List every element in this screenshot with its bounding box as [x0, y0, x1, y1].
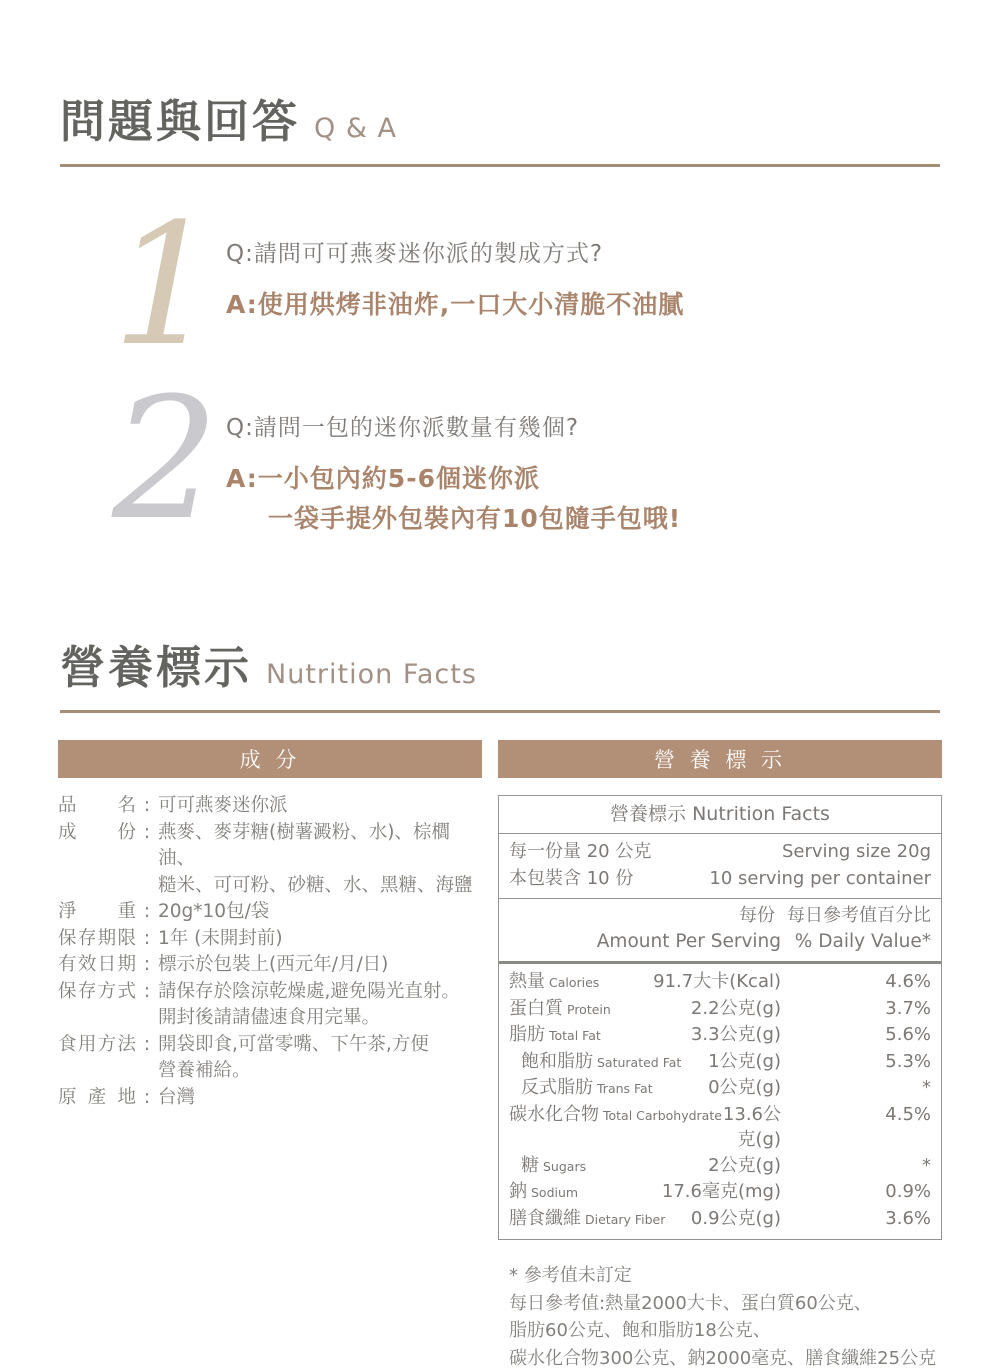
row-label: 成份	[58, 820, 136, 900]
row-label: 品名	[58, 793, 136, 820]
qa-number-1: 1	[112, 215, 212, 355]
nutrient-name	[509, 1022, 601, 1049]
ingredient-row-expiry-date	[58, 952, 482, 979]
amount-per-serving-label: Amount Per Serving	[509, 929, 781, 955]
row-value-line: 請保存於陰涼乾燥處,避免陽光直射。	[158, 979, 482, 1006]
nutrition-facts-table-title: 營養標示 Nutrition Facts	[499, 796, 941, 834]
row-value-line: 開袋即食,可當零嘴、下午茶,方便	[158, 1032, 482, 1059]
nutrition-facts-table	[498, 795, 942, 1240]
nutrient-name-en: Total Fat	[549, 1023, 601, 1049]
row-value	[158, 1085, 482, 1112]
row-value-line: 標示於包裝上(西元年/月/日)	[158, 952, 482, 979]
row-value-line: 糙米、可可粉、砂糖、水、黑糖、海鹽	[158, 873, 482, 900]
nutrient-amount: 17.6毫克(mg)	[578, 1179, 781, 1206]
nutrient-amount: 2公克(g)	[586, 1153, 781, 1180]
nutrient-name-zh: 碳水化合物	[509, 1102, 599, 1128]
nutrient-name	[509, 996, 611, 1023]
row-label: 有效日期	[58, 952, 136, 979]
nutrient-name	[509, 1206, 665, 1233]
nutrient-row-protein	[509, 996, 931, 1023]
nutrient-name-en: Total Carbohydrate	[603, 1103, 722, 1129]
qa-section-heading	[60, 85, 940, 150]
row-value	[158, 1032, 482, 1085]
row-colon: :	[136, 1032, 158, 1085]
nutrient-row-calories	[509, 969, 931, 996]
nutrition-facts-panel	[498, 740, 942, 1372]
nutrient-name-en: Sugars	[543, 1154, 586, 1180]
ingredient-row-origin	[58, 1085, 482, 1112]
nutrient-row-saturated-fat	[509, 1049, 931, 1076]
footnote-line: * 參考值未訂定	[509, 1262, 942, 1290]
nutrient-name	[509, 1153, 586, 1180]
nutrient-row-sugars	[509, 1153, 931, 1180]
nutrient-amount: 0公克(g)	[653, 1075, 781, 1102]
ingredients-panel-header: 成 分	[58, 740, 482, 778]
nutrient-row-dietary-fiber	[509, 1206, 931, 1233]
nutrient-name-en: Sodium	[531, 1180, 578, 1206]
nutrient-name-zh: 脂肪	[509, 1022, 545, 1048]
row-value	[158, 899, 482, 926]
row-value	[158, 793, 482, 820]
nutrient-name-zh: 膳食纖維	[509, 1206, 581, 1232]
nutrient-name-en: Trans Fat	[597, 1076, 653, 1102]
row-label: 保存方式	[58, 979, 136, 1032]
nutrient-dv: 5.6%	[781, 1022, 931, 1049]
servings-per-container-zh: 本包裝含 10 份	[509, 865, 633, 892]
nutrient-dv: *	[781, 1075, 931, 1102]
ingredient-row-net-weight	[58, 899, 482, 926]
daily-value-label-zh: 每日參考值百分比	[787, 903, 931, 929]
nutrient-name	[509, 1102, 722, 1153]
answer-1-line-1: A:使用烘烤非油炸,一口大小清脆不油膩	[226, 285, 684, 325]
nutrient-name-zh: 飽和脂肪	[521, 1049, 593, 1075]
serving-info	[499, 834, 941, 899]
serving-size-zh: 每一份量 20 公克	[509, 838, 651, 865]
row-colon: :	[136, 1085, 158, 1112]
nutrient-amount: 0.9公克(g)	[665, 1206, 781, 1233]
nutrition-subtitle: Nutrition Facts	[266, 659, 477, 690]
ingredient-row-shelf-life	[58, 926, 482, 953]
ingredient-row-storage	[58, 979, 482, 1032]
row-value	[158, 820, 482, 900]
nutrient-amount: 13.6公克(g)	[722, 1102, 781, 1153]
qa-item-1	[112, 215, 1000, 355]
row-value	[158, 979, 482, 1032]
nutrient-name-en: Calories	[549, 970, 599, 996]
answer-1	[226, 285, 684, 325]
qa-section	[0, 0, 1000, 539]
answer-2	[226, 459, 681, 539]
nutrient-name-zh: 熱量	[509, 969, 545, 995]
row-value	[158, 926, 482, 953]
nutrition-facts-panel-header: 營 養 標 示	[498, 740, 942, 778]
question-1: Q:請問可可燕麥迷你派的製成方式?	[226, 235, 684, 268]
row-value-line: 燕麥、麥芽糖(樹薯澱粉、水)、棕櫚油、	[158, 820, 482, 873]
nutrient-amount: 2.2公克(g)	[611, 996, 781, 1023]
ingredients-panel	[58, 740, 482, 1111]
qa-body-1	[226, 215, 684, 355]
row-value-line: 20g*10包/袋	[158, 899, 482, 926]
nutrient-name	[509, 1075, 653, 1102]
nutrient-dv: 3.7%	[781, 996, 931, 1023]
row-label: 原產地	[58, 1085, 136, 1112]
footnote-line: 碳水化合物300公克、鈉2000毫克、膳食纖維25公克	[509, 1345, 942, 1372]
row-value-line: 台灣	[158, 1085, 482, 1112]
nutrition-section-heading	[60, 631, 940, 696]
servings-per-container-row	[509, 865, 931, 892]
row-value	[158, 952, 482, 979]
serving-size-en: Serving size 20g	[782, 838, 931, 865]
qa-item-2	[112, 389, 1000, 539]
ingredient-row-usage	[58, 1032, 482, 1085]
nutrient-name-en: Saturated Fat	[597, 1050, 681, 1076]
row-colon: :	[136, 820, 158, 900]
serving-size-row	[509, 838, 931, 865]
row-label: 食用方法	[58, 1032, 136, 1085]
nutrient-row-sodium	[509, 1179, 931, 1206]
qa-number-2: 2	[112, 389, 212, 539]
answer-2-line-2: 一袋手提外包裝內有10包隨手包哦!	[226, 499, 681, 539]
nutrition-footnotes	[498, 1262, 942, 1372]
servings-per-container-en: 10 serving per container	[709, 865, 931, 892]
daily-value-label: % Daily Value*	[781, 929, 931, 955]
ingredients-list	[58, 793, 482, 1111]
nutrition-divider	[60, 710, 940, 713]
nutrient-row-trans-fat	[509, 1075, 931, 1102]
nutrient-name	[509, 1179, 578, 1206]
column-headers-en	[509, 929, 931, 955]
qa-subtitle: Q & A	[314, 113, 397, 144]
nutrient-name-zh: 糖	[521, 1153, 539, 1179]
nutrient-dv: 4.5%	[781, 1102, 931, 1153]
nutrient-name-zh: 鈉	[509, 1179, 527, 1205]
ingredient-row-ingredients	[58, 820, 482, 900]
nutrient-name-en: Protein	[567, 997, 611, 1023]
nutrient-name-en: Dietary Fiber	[585, 1207, 665, 1233]
nutrient-amount: 1公克(g)	[681, 1049, 781, 1076]
row-label: 保存期限	[58, 926, 136, 953]
row-value-line: 1年 (未開封前)	[158, 926, 482, 953]
column-headers-zh	[509, 903, 931, 929]
nutrient-row-total-fat	[509, 1022, 931, 1049]
nutrient-dv: *	[781, 1153, 931, 1180]
nutrition-columns	[58, 740, 942, 1372]
row-value-line: 開封後請請儘速食用完畢。	[158, 1005, 482, 1032]
per-serving-label-zh: 每份	[739, 903, 775, 929]
ingredient-row-product-name	[58, 793, 482, 820]
row-value-line: 營養補給。	[158, 1058, 482, 1085]
question-2: Q:請問一包的迷你派數量有幾個?	[226, 409, 681, 442]
row-value-line: 可可燕麥迷你派	[158, 793, 482, 820]
nutrient-dv: 0.9%	[781, 1179, 931, 1206]
nutrient-amount: 3.3公克(g)	[601, 1022, 781, 1049]
nutrient-dv: 3.6%	[781, 1206, 931, 1233]
row-colon: :	[136, 926, 158, 953]
table-column-headers	[499, 899, 941, 964]
nutrition-section	[0, 539, 1000, 1372]
row-colon: :	[136, 793, 158, 820]
row-colon: :	[136, 979, 158, 1032]
qa-body-2	[226, 389, 681, 539]
row-colon: :	[136, 899, 158, 926]
qa-title: 問題與回答	[60, 85, 300, 150]
nutrient-name	[509, 969, 599, 996]
row-label: 淨重	[58, 899, 136, 926]
footnote-line: 脂肪60公克、飽和脂肪18公克、	[509, 1317, 942, 1345]
footnote-line: 每日參考值:熱量2000大卡、蛋白質60公克、	[509, 1290, 942, 1318]
nutrient-name-zh: 反式脂肪	[521, 1075, 593, 1101]
row-colon: :	[136, 952, 158, 979]
nutrient-dv: 5.3%	[781, 1049, 931, 1076]
qa-divider	[60, 164, 940, 167]
answer-2-line-1: A:一小包內約5-6個迷你派	[226, 459, 681, 499]
nutrient-dv: 4.6%	[781, 969, 931, 996]
nutrition-title: 營養標示	[60, 631, 252, 696]
nutrient-name	[509, 1049, 681, 1076]
nutrient-row-carbohydrate	[509, 1102, 931, 1153]
nutrient-rows	[499, 964, 941, 1239]
nutrient-name-zh: 蛋白質	[509, 996, 563, 1022]
nutrient-amount: 91.7大卡(Kcal)	[599, 969, 781, 996]
